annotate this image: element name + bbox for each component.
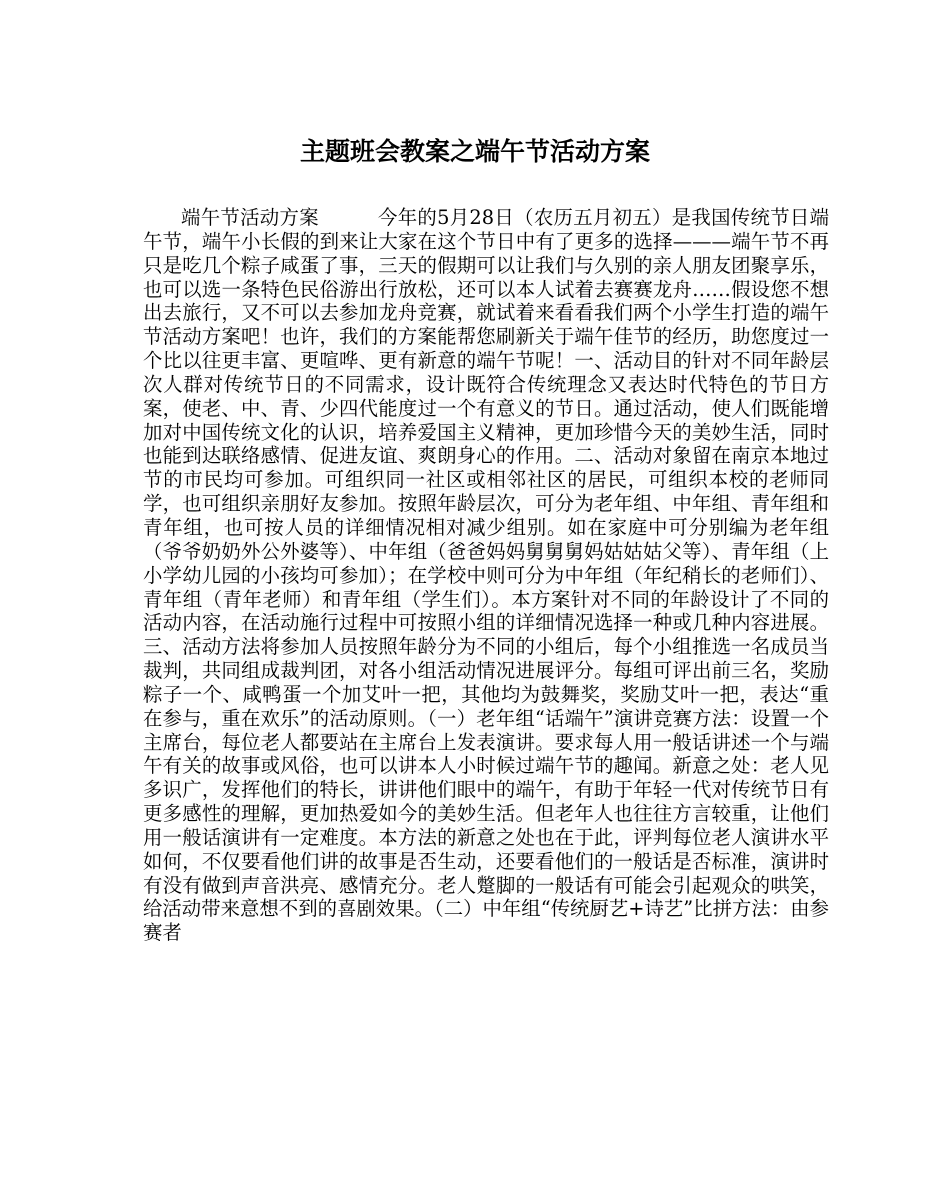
page-title: 主题班会教案之端午节活动方案 [299,137,650,166]
body-paragraph: 端午节活动方案 今年的5月28日（农历五月初五）是我国传统节日端午节，端午小长假的到来让大家在这个节日中有了更多的选择———端午节不再只是吃几个粽子咸蛋了事，三天的假期可以让我们与久别的亲人朋友团聚享乐，也可以选一条特色民俗游出行放松，还可以本人试着去赛赛龙舟……假设您不想出去旅行，又不可以去参加龙舟竞赛，就试着来看看我们两个小学生打造的端午节活动方案吧！也许，我们的方案能帮您刷新关于端午佳节的经历，助您度过一个比以往更丰富、更喧哗、更有新意的端午节呢！一、活动目的针对不同年龄层次人群对传统节日的不同需求，设计既符合传统理念又表达时代特色的节日方案，使老、中、青、少四代能度过一个有意义的节日。通过活动，使人们既能增加对中国传统文化的认识，培养爱国主义精神，更加珍惜今天的美妙生活，同时也能到达联络感情、促进友谊、爽朗身心的作用。二、活动对象留在南京本地过节的市民均可参加。可组织同一社区或相邻社区的居民，可组织本校的老师同学，也可组织亲朋好友参加。按照年龄层次，可分为老年组、中年组、青年组和青年组，也可按人员的详细情况相对减少组别。如在家庭中可分别编为老年组（爷爷奶奶外公外婆等）、中年组（爸爸妈妈舅舅舅妈姑姑姑父等）、青年组（上小学幼儿园的小孩均可参加）；在学校中则可分为中年组（年纪稍长的老师们）、青年组（青年老师）和青年组（学生们）。本方案针对不同的年龄设计了不同的活动内容，在活动施行过程中可按照小组的详细情况选择一种或几种内容进展。三、活动方法将参加人员按照年龄分为不同的小组后，每个小组推选一名成员当裁判，共同组成裁判团，对各小组活动情况进展评分。每组可评出前三名，奖励粽子一个、咸鸭蛋一个加艾叶一把，其他均为鼓舞奖，奖励艾叶一把，表达“重在参与，重在欢乐”的活动原则。（一）老年组“话端午”演讲竞赛方法：设置一个主席台，每位老人都要站在主席台上发表演讲。要求每人用一般话讲述一个与端午有关的故事或风俗，也可以讲本人小时候过端午节的趣闻。新意之处：老人见多识广，发挥他们的特长，讲讲他们眼中的端午，有助于年轻一代对传统节日有更多感性的理解，更加热爱如今的美妙生活。但老年人也往往方言较重，让他们用一般话演讲有一定难度。本方法的新意之处也在于此，评判每位老人演讲水平如何，不仅要看他们讲的故事是否生动，还要看他们的一般话是否标准，演讲时有没有做到声音洪亮、感情充分。老人蹩脚的一般话有可能会引起观众的哄笑，给活动带来意想不到的喜剧效果。（二）中年组“传统厨艺+诗艺”比拼方法：由参赛者 [143,206,829,945]
